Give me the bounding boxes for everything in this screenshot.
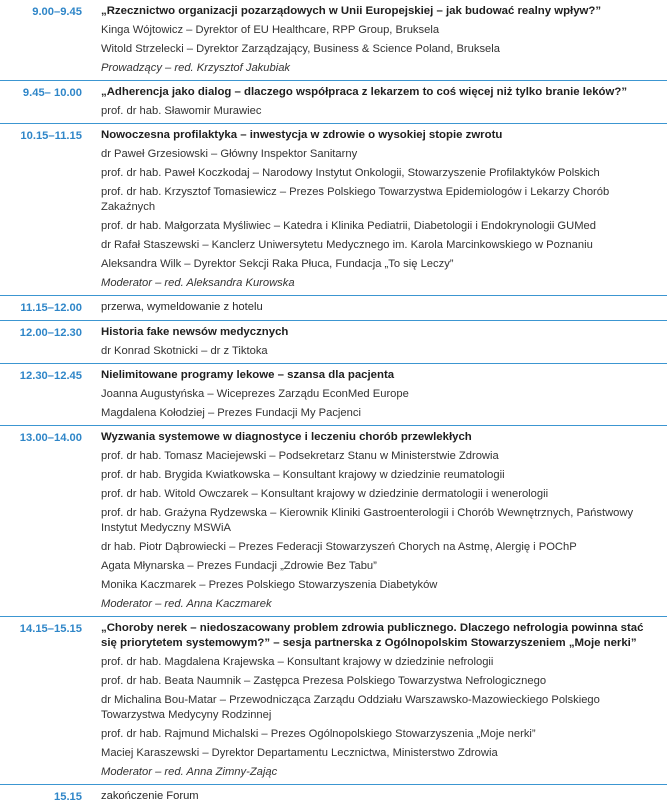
agenda-row	[0, 789, 667, 809]
speaker-line: Maciej Karaszewski – Dyrektor Departamentu Lecznictwa, Ministerstwo Zdrowia	[101, 747, 498, 759]
session-time: 10.15–11.15	[20, 130, 82, 142]
speaker-line: prof. dr hab. Beata Naumnik – Zastępca Prezesa Polskiego Towarzystwa Nefrologicznego	[101, 675, 547, 687]
speaker-line: prof. dr hab. Brygida Kwiatkowska – Konsultant krajowy w dziedzinie reumatologii	[101, 469, 505, 481]
speaker-line: Agata Młynarska – Prezes Fundacji „Zdrowie Bez Tabu”	[101, 560, 377, 572]
speaker-line: prof. dr hab. Magdalena Krajewska – Konsultant krajowy w dziedzinie nefrologii	[101, 656, 494, 668]
agenda-row	[0, 300, 667, 321]
speaker-line: prof. dr hab. Krzysztof Tomasiewicz – Prezes Polskiego Towarzystwa Epidemiologów i Lekarzy Chorób Zakaźnych	[101, 186, 610, 213]
speaker-line: prof. dr hab. Rajmund Michalski – Prezes Ogólnopolskiego Stowarzyszenia „Moje nerki”	[101, 728, 536, 740]
speaker-line: Aleksandra Wilk – Dyrektor Sekcji Raka Płuca, Fundacja „To się Leczy”	[101, 258, 454, 270]
session-content	[101, 368, 667, 421]
moderator-line: Prowadzący – red. Krzysztof Jakubiak	[101, 62, 291, 74]
session-title: „Rzecznictwo organizacji pozarządowych w Unii Europejskiej – jak budować realny wpływ?”	[101, 5, 602, 17]
session-title: Nielimitowane programy lekowe – szansa dla pacjenta	[101, 369, 395, 381]
speaker-line: dr Paweł Grzesiowski – Główny Inspektor Sanitarny	[101, 148, 358, 160]
moderator-line: Moderator – red. Aleksandra Kurowska	[101, 277, 295, 289]
agenda-row	[0, 621, 667, 785]
speaker-line: prof. dr hab. Witold Owczarek – Konsultant krajowy w dziedzinie dermatologii i wenerologii	[101, 488, 549, 500]
session-time: 9.45– 10.00	[22, 87, 82, 99]
session-time: 11.15–12.00	[20, 302, 82, 314]
speaker-line: prof. dr hab. Tomasz Maciejewski – Podsekretarz Stanu w Ministerstwie Zdrowia	[101, 450, 499, 462]
session-time: 14.15–15.15	[19, 623, 82, 635]
agenda-row	[0, 4, 667, 81]
session-note: zakończenie Forum	[101, 790, 199, 802]
session-content	[101, 430, 667, 612]
speaker-line: Magdalena Kołodziej – Prezes Fundacji My Pacjenci	[101, 407, 361, 419]
agenda-row	[0, 325, 667, 364]
speaker-line: Monika Kaczmarek – Prezes Polskiego Stowarzyszenia Diabetyków	[101, 579, 438, 591]
session-time: 13.00–14.00	[19, 432, 82, 444]
session-note: przerwa, wymeldowanie z hotelu	[101, 301, 263, 313]
agenda-row	[0, 430, 667, 617]
agenda-row	[0, 128, 667, 296]
moderator-line: Moderator – red. Anna Kaczmarek	[101, 598, 272, 610]
speaker-line: dr Rafał Staszewski – Kanclerz Uniwersytetu Medycznego im. Karola Marcinkowskiego w Poznaniu	[101, 239, 593, 251]
speaker-line: prof. dr hab. Małgorzata Myśliwiec – Katedra i Klinika Pediatrii, Diabetologii i Endokrynologii GUMed	[101, 220, 596, 232]
speaker-line: dr hab. Piotr Dąbrowiecki – Prezes Federacji Stowarzyszeń Chorych na Astmę, Alergię i POChP	[101, 541, 577, 553]
agenda-row	[0, 85, 667, 124]
session-content	[101, 325, 667, 359]
session-time: 12.30–12.45	[19, 370, 82, 382]
speaker-line: dr Konrad Skotnicki – dr z Tiktoka	[101, 345, 268, 357]
speaker-line: prof. dr hab. Sławomir Murawiec	[101, 105, 262, 117]
session-content	[101, 85, 667, 119]
agenda-row	[0, 368, 667, 426]
session-title: „Choroby nerek – niedoszacowany problem zdrowia publicznego. Dlaczego nefrologia powinna stać się priorytetem systemowym?” – sesja partnerska z Ogólnopolskim Stowarzyszeniem „Moje nerki”	[101, 622, 644, 649]
speaker-line: Witold Strzelecki – Dyrektor Zarządzający, Business & Science Poland, Bruksela	[101, 43, 500, 55]
speaker-line: Joanna Augustyńska – Wiceprezes Zarządu EconMed Europe	[101, 388, 409, 400]
session-title: Historia fake newsów medycznych	[101, 326, 289, 338]
session-title: Wyzwania systemowe w diagnostyce i leczeniu chorób przewlekłych	[101, 431, 472, 443]
session-content	[101, 789, 667, 804]
moderator-line: Moderator – red. Anna Zimny-Zając	[101, 766, 278, 778]
session-content	[101, 621, 667, 780]
session-title: „Adherencja jako dialog – dlaczego współpraca z lekarzem to coś więcej niż tylko branie leków?”	[101, 86, 628, 98]
session-content	[101, 4, 667, 76]
session-time: 9.00–9.45	[32, 6, 82, 18]
speaker-line: dr Michalina Bou-Matar – Przewodnicząca Zarządu Oddziału Warszawsko-Mazowieckiego Polskiego Towarzystwa Medycyny Rodzinnej	[101, 694, 600, 721]
session-time: 15.15	[54, 791, 82, 803]
speaker-line: prof. dr hab. Grażyna Rydzewska – Kierownik Kliniki Gastroenterologii i Chorób Wewnętrznych, Państwowy Instytut Medyczny MSWiA	[101, 507, 634, 534]
session-content	[101, 128, 667, 291]
session-time: 12.00–12.30	[19, 327, 82, 339]
session-title: Nowoczesna profilaktyka – inwestycja w zdrowie o wysokiej stopie zwrotu	[101, 129, 503, 141]
speaker-line: prof. dr hab. Paweł Koczkodaj – Narodowy Instytut Onkologii, Stowarzyszenie Profilaktyków Polskich	[101, 167, 600, 179]
speaker-line: Kinga Wójtowicz – Dyrektor of EU Healthcare, RPP Group, Bruksela	[101, 24, 440, 36]
session-content	[101, 300, 667, 315]
